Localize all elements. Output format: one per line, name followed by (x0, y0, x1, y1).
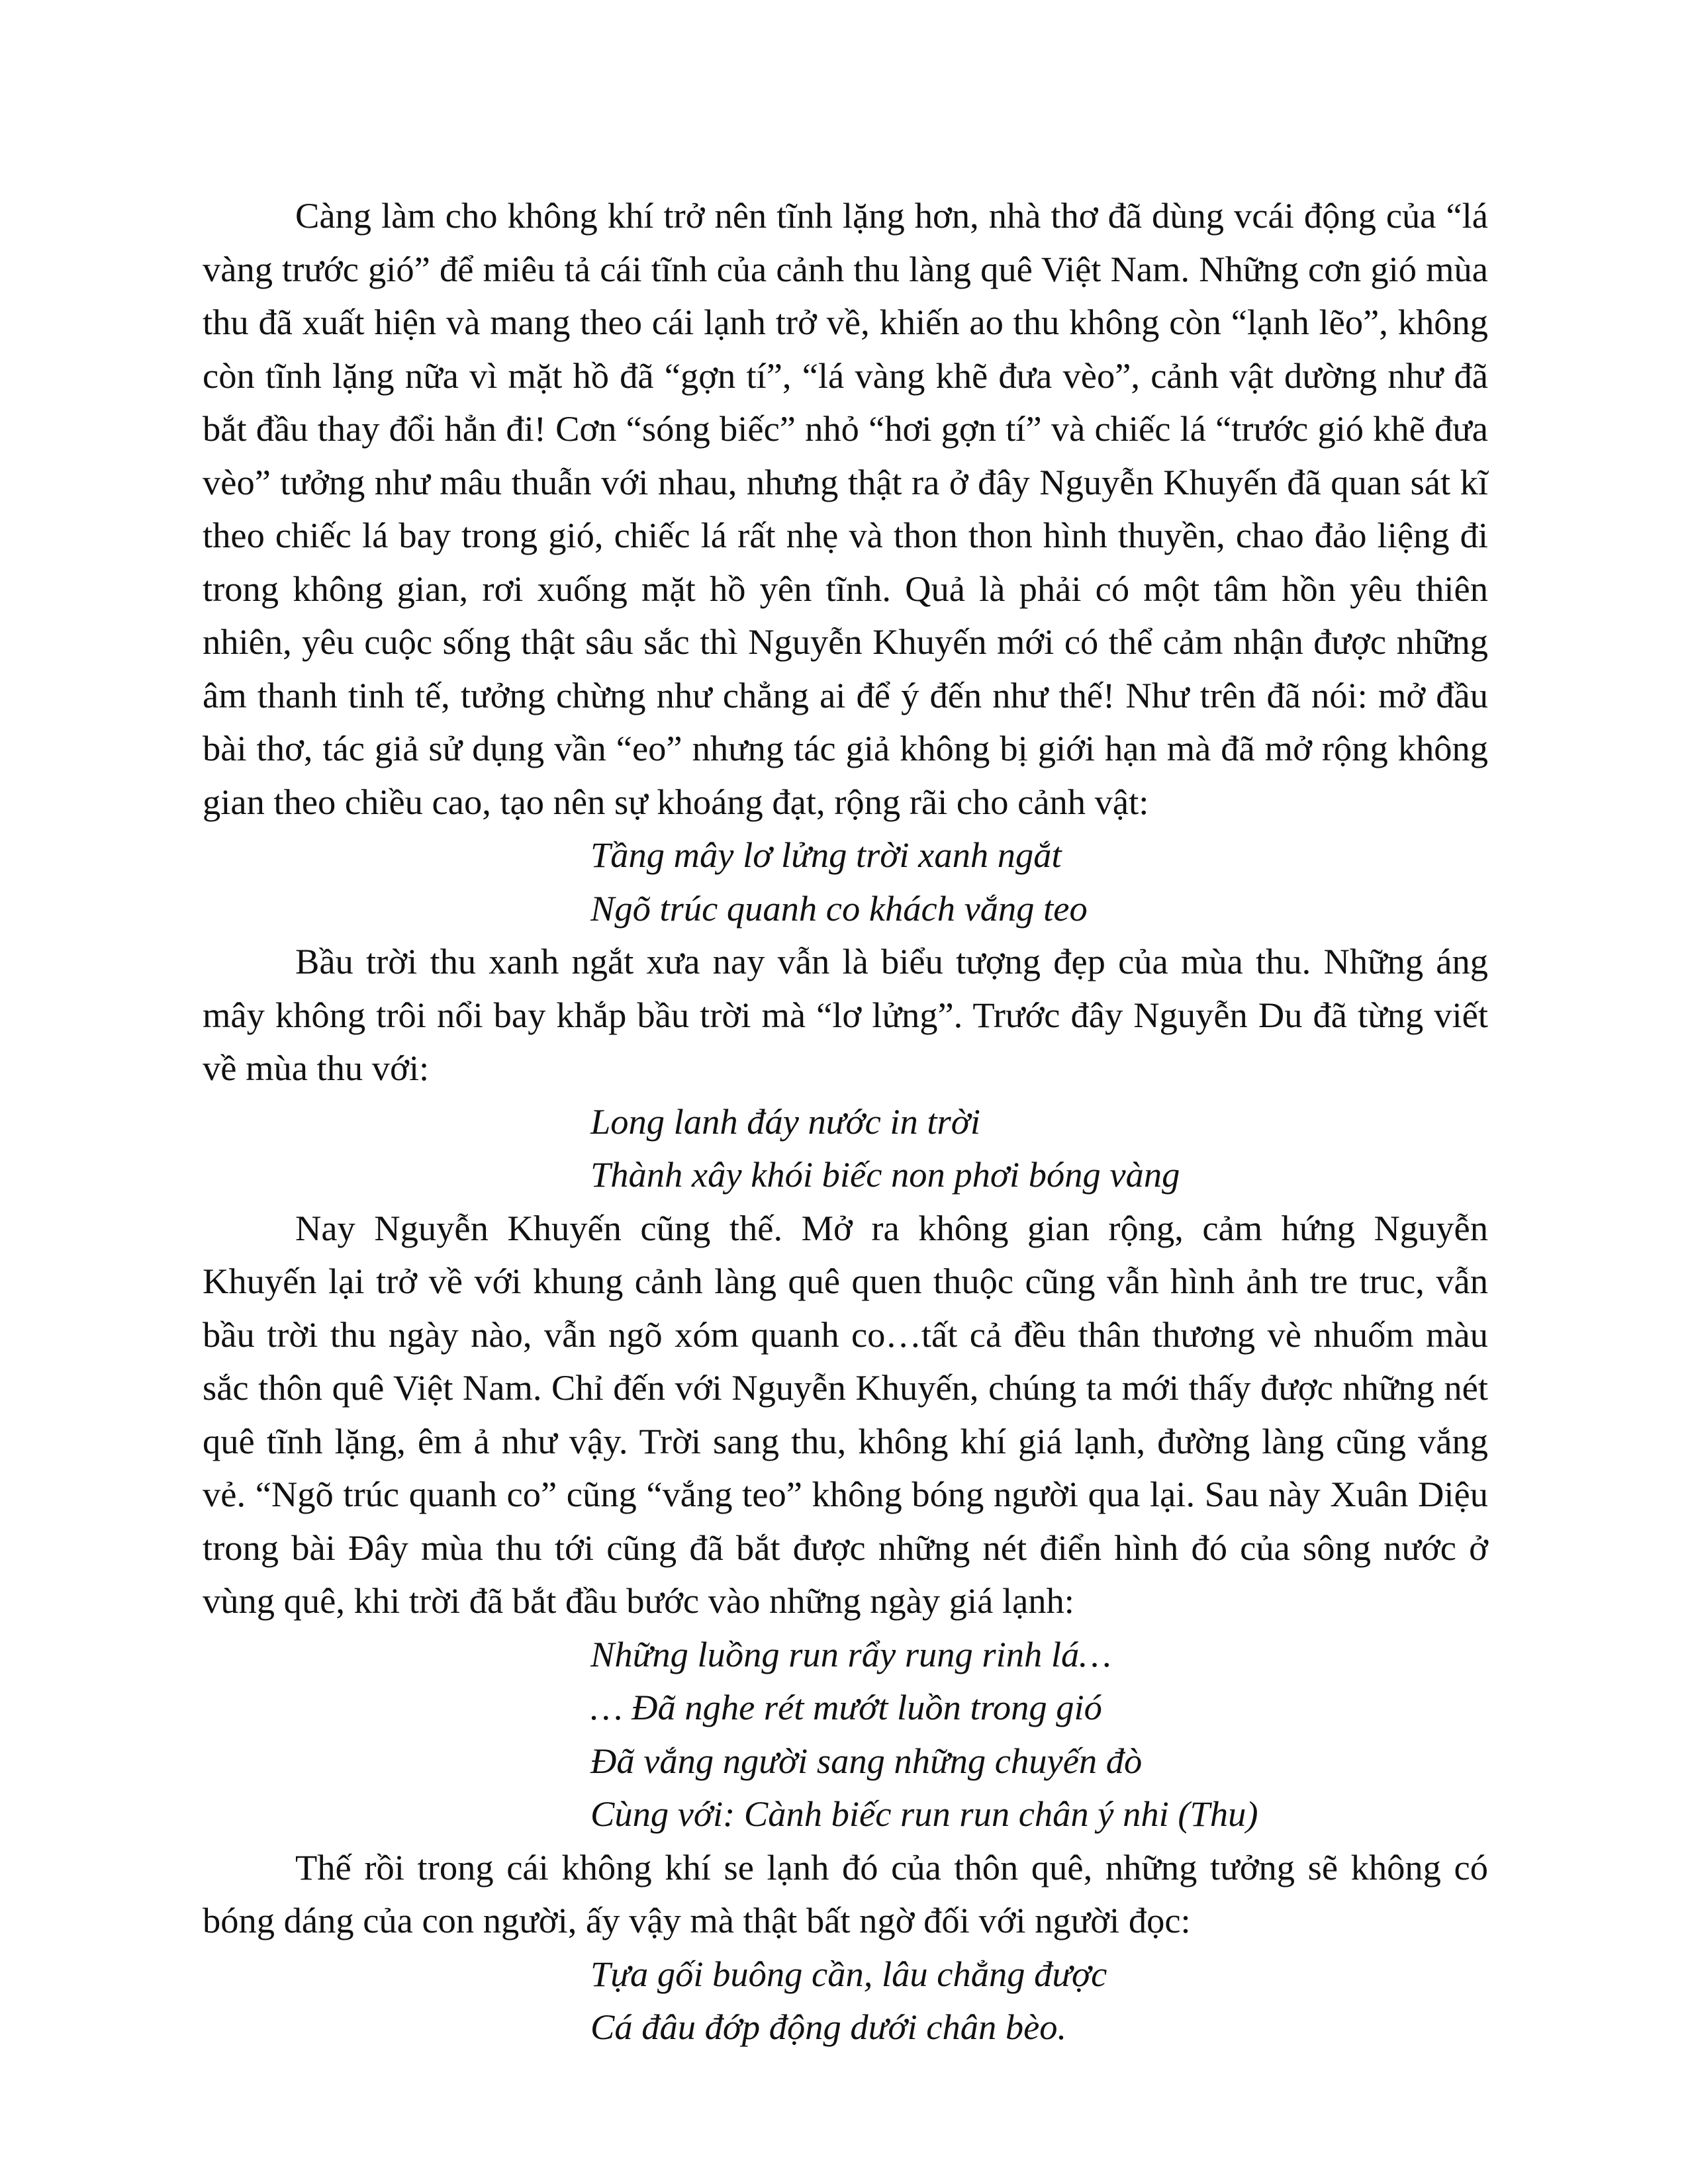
poem-line: … Đã nghe rét mướt luồn trong gió (590, 1687, 1102, 1727)
document-page (203, 189, 1488, 2054)
poem-line: Tầng mây lơ lửng trời xanh ngắt (590, 835, 1062, 875)
poem-quote (203, 1948, 1488, 2054)
paragraph: Bầu trời thu xanh ngắt xưa nay vẫn là biểu tượng đẹp của mùa thu. Những áng mây không trôi nổi bay khắp bầu trời mà “lơ lửng”. Trước đây Nguyễn Du đã từng viết về mùa thu với: (203, 941, 1488, 1088)
poem-line: Những luồng run rẩy rung rinh lá… (590, 1633, 1111, 1674)
poem-line: Long lanh đáy nước in trời (590, 1101, 980, 1142)
paragraph: Thế rồi trong cái không khí se lạnh đó của thôn quê, những tưởng sẽ không có bóng dáng của con người, ấy vậy mà thật bất ngờ đối với người đọc: (203, 1846, 1488, 1940)
poem-line: Cùng với: Cành biếc run run chân ý nhi (Thu) (590, 1794, 1258, 1834)
poem-line: Đã vắng người sang những chuyến đò (590, 1740, 1143, 1781)
poem-quote (203, 829, 1488, 935)
poem-line: Tựa gối buông cần, lâu chẳng được (590, 1953, 1107, 1994)
paragraph: Nay Nguyễn Khuyến cũng thế. Mở ra không gian rộng, cảm hứng Nguyễn Khuyến lại trở về với khung cảnh làng quê quen thuộc cũng vẫn hình ảnh tre truc, vẫn bầu trời thu ngày nào, vẫn ngõ xóm quanh co…tất cả đều thân thương vè nhuốm màu sắc thôn quê Việt Nam. Chỉ đến với Nguyễn Khuyến, chúng ta mới thấy được những nét quê tĩnh lặng, êm ả như vậy. Trời sang thu, không khí giá lạnh, đường làng cũng vắng vẻ. “Ngõ trúc quanh co” cũng “vắng teo” không bóng người qua lại. Sau này Xuân Diệu trong bài Đây mùa thu tới cũng đã bắt được những nét điển hình đó của sông nước ở vùng quê, khi trời đã bắt đầu bước vào những ngày giá lạnh: (203, 1207, 1488, 1621)
poem-line: Cá đâu đớp động dưới chân bèo. (590, 2007, 1067, 2047)
poem-line: Thành xây khói biếc non phơi bóng vàng (590, 1154, 1180, 1195)
poem-line: Ngõ trúc quanh co khách vắng teo (590, 887, 1088, 929)
poem-quote (203, 1095, 1488, 1202)
poem-quote (203, 1628, 1488, 1841)
paragraph: Càng làm cho không khí trở nên tĩnh lặng hơn, nhà thơ đã dùng vcái động của “lá vàng trước gió” để miêu tả cái tĩnh của cảnh thu làng quê Việt Nam. Những cơn gió mùa thu đã xuất hiện và mang theo cái lạnh trở về, khiến ao thu không còn “lạnh lẽo”, không còn tĩnh lặng nữa vì mặt hồ đã “gợn tí”, “lá vàng khẽ đưa vèo”, cảnh vật dường như đã bắt đầu thay đổi hẳn đi! Cơn “sóng biếc” nhỏ “hơi gợn tí” và chiếc lá “trước gió khẽ đưa vèo” tưởng như mâu thuẫn với nhau, nhưng thật ra ở đây Nguyễn Khuyến đã quan sát kĩ theo chiếc lá bay trong gió, chiếc lá rất nhẹ và thon thon hình thuyền, chao đảo liệng đi trong không gian, rơi xuống mặt hồ yên tĩnh. Quả là phải có một tâm hồn yêu thiên nhiên, yêu cuộc sống thật sâu sắc thì Nguyễn Khuyến mới có thể cảm nhận được những âm thanh tinh tế, tưởng chừng như chẳng ai để ý đến như thế! Như trên đã nói: mở đầu bài thơ, tác giả sử dụng vần “eo” nhưng tác giả không bị giới hạn mà đã mở rộng không gian theo chiều cao, tạo nên sự khoáng đạt, rộng rãi cho cảnh vật: (203, 195, 1488, 822)
